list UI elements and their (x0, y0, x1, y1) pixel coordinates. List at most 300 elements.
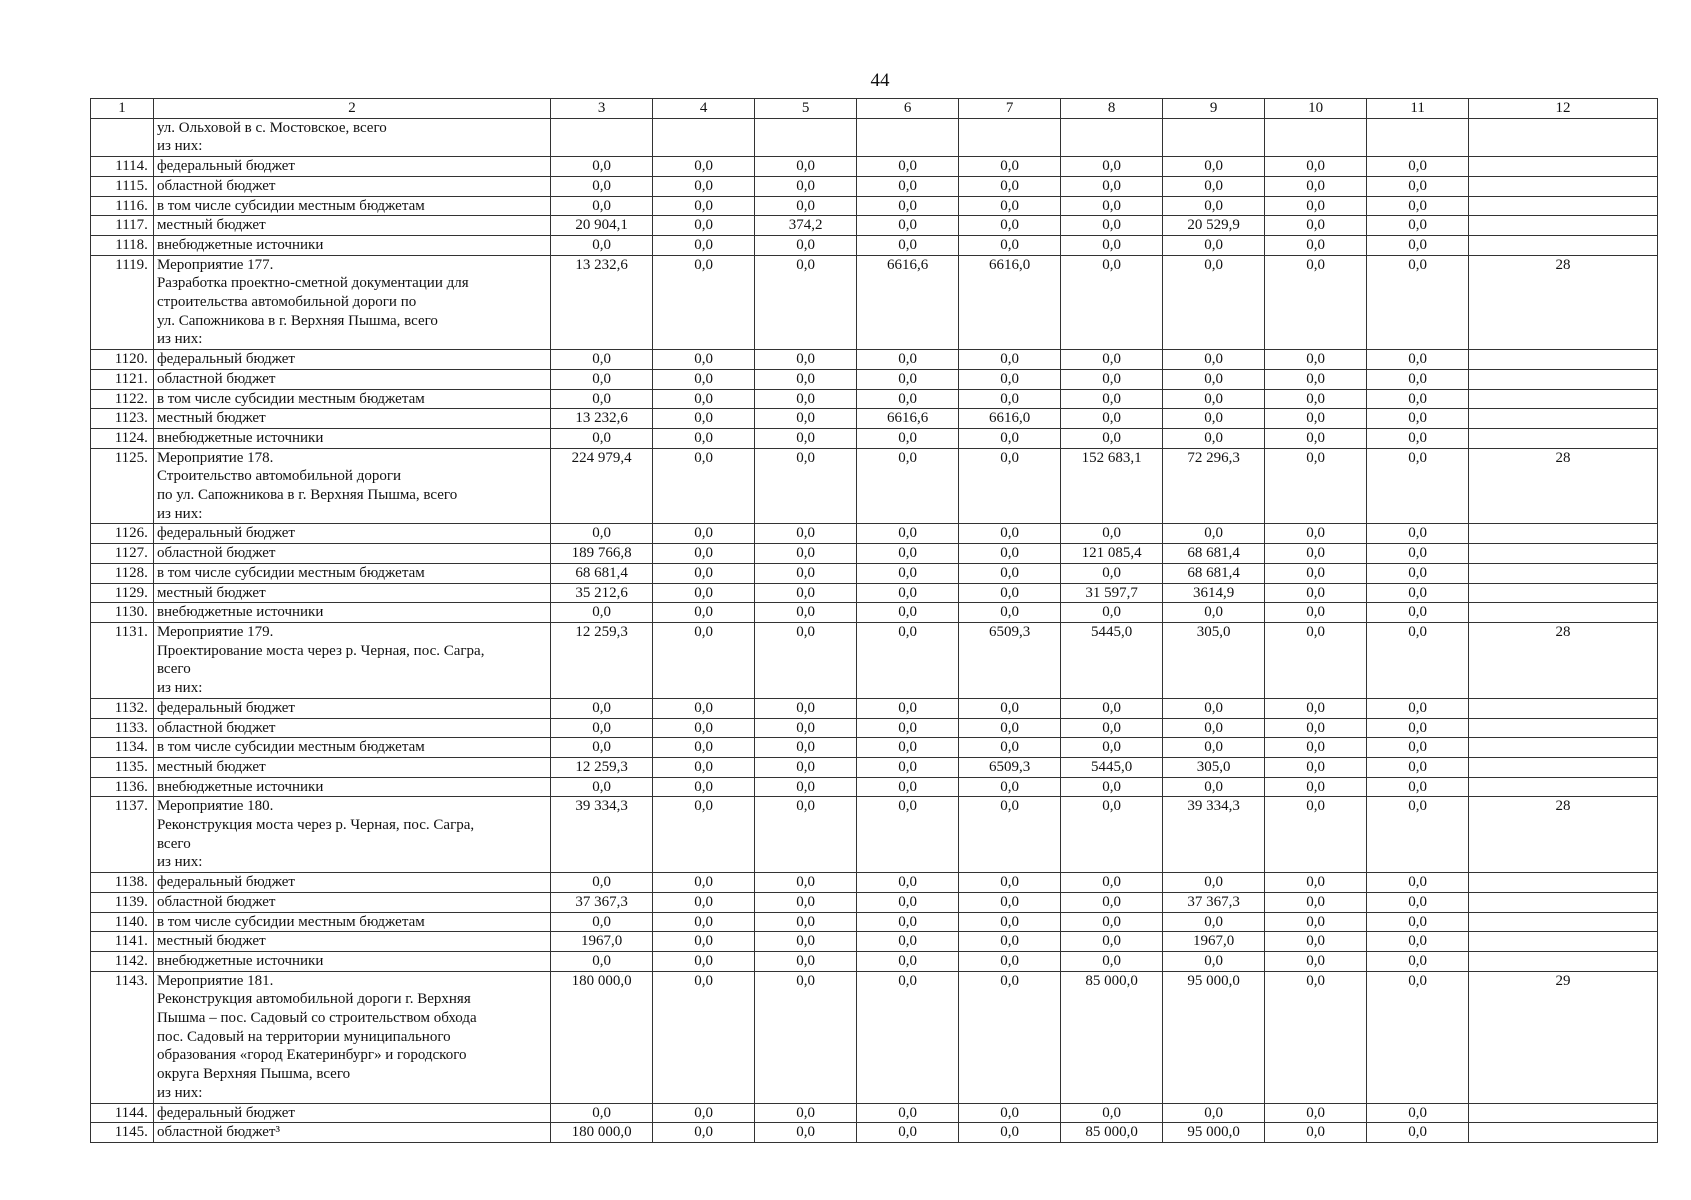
value-cell: 85 000,0 (1061, 971, 1163, 1103)
value-cell: 0,0 (959, 738, 1061, 758)
value-cell (1163, 118, 1265, 156)
table-row (91, 389, 1658, 409)
value-cell: 0,0 (653, 563, 755, 583)
row-number: 1137. (91, 797, 154, 873)
target-indicator-cell (1469, 196, 1658, 216)
value-cell: 0,0 (1061, 216, 1163, 236)
target-indicator-cell: 28 (1469, 255, 1658, 350)
value-cell: 0,0 (1061, 196, 1163, 216)
value-cell: 0,0 (1265, 951, 1367, 971)
value-cell: 0,0 (1367, 932, 1469, 952)
value-cell: 0,0 (755, 1103, 857, 1123)
table-row (91, 176, 1658, 196)
target-indicator-cell: 28 (1469, 448, 1658, 524)
table-row (91, 892, 1658, 912)
value-cell: 0,0 (959, 797, 1061, 873)
value-cell: 0,0 (755, 428, 857, 448)
value-cell: 0,0 (1265, 603, 1367, 623)
value-cell: 0,0 (1061, 892, 1163, 912)
row-description: федеральный бюджет (153, 524, 550, 544)
table-row (91, 622, 1658, 698)
value-cell: 0,0 (1367, 892, 1469, 912)
value-cell: 0,0 (755, 350, 857, 370)
value-cell: 0,0 (1265, 718, 1367, 738)
value-cell: 0,0 (755, 157, 857, 177)
value-cell: 0,0 (857, 757, 959, 777)
value-cell: 0,0 (1367, 235, 1469, 255)
table-row (91, 350, 1658, 370)
row-description: в том числе субсидии местным бюджетам (153, 563, 550, 583)
value-cell: 0,0 (857, 738, 959, 758)
value-cell: 180 000,0 (551, 971, 653, 1103)
row-number: 1117. (91, 216, 154, 236)
value-cell: 0,0 (1367, 389, 1469, 409)
value-cell: 0,0 (1061, 951, 1163, 971)
row-description: ул. Ольховой в с. Мостовское, всего из них: (153, 118, 550, 156)
table-row (91, 932, 1658, 952)
value-cell: 0,0 (1061, 718, 1163, 738)
value-cell: 0,0 (653, 738, 755, 758)
target-indicator-cell (1469, 428, 1658, 448)
value-cell: 0,0 (755, 583, 857, 603)
target-indicator-cell (1469, 1103, 1658, 1123)
value-cell: 0,0 (1367, 971, 1469, 1103)
value-cell: 0,0 (551, 738, 653, 758)
value-cell: 0,0 (653, 873, 755, 893)
value-cell: 0,0 (1367, 544, 1469, 564)
value-cell: 0,0 (653, 255, 755, 350)
value-cell: 0,0 (959, 448, 1061, 524)
value-cell: 0,0 (1061, 873, 1163, 893)
value-cell: 12 259,3 (551, 622, 653, 698)
value-cell: 0,0 (653, 350, 755, 370)
target-indicator-cell (1469, 369, 1658, 389)
value-cell: 0,0 (857, 524, 959, 544)
value-cell: 0,0 (653, 235, 755, 255)
value-cell: 0,0 (857, 797, 959, 873)
value-cell: 0,0 (1265, 448, 1367, 524)
table-body (91, 99, 1658, 1143)
value-cell: 0,0 (1163, 738, 1265, 758)
value-cell: 0,0 (755, 524, 857, 544)
value-cell: 0,0 (959, 583, 1061, 603)
value-cell: 0,0 (1367, 196, 1469, 216)
row-description: областной бюджет³ (153, 1123, 550, 1143)
value-cell: 0,0 (959, 157, 1061, 177)
value-cell: 0,0 (1265, 350, 1367, 370)
value-cell: 0,0 (551, 718, 653, 738)
value-cell: 0,0 (857, 350, 959, 370)
value-cell: 0,0 (959, 1123, 1061, 1143)
value-cell: 0,0 (1061, 235, 1163, 255)
value-cell: 0,0 (857, 892, 959, 912)
table-row (91, 544, 1658, 564)
value-cell: 0,0 (1163, 951, 1265, 971)
value-cell: 0,0 (959, 524, 1061, 544)
value-cell: 0,0 (653, 622, 755, 698)
value-cell: 0,0 (755, 196, 857, 216)
value-cell: 0,0 (1265, 757, 1367, 777)
row-number: 1126. (91, 524, 154, 544)
row-number: 1119. (91, 255, 154, 350)
value-cell: 0,0 (1061, 428, 1163, 448)
value-cell: 0,0 (755, 777, 857, 797)
value-cell: 0,0 (551, 176, 653, 196)
table-row (91, 448, 1658, 524)
value-cell (1265, 118, 1367, 156)
value-cell: 0,0 (1367, 738, 1469, 758)
value-cell: 0,0 (857, 971, 959, 1103)
column-header: 7 (959, 99, 1061, 119)
value-cell: 68 681,4 (1163, 563, 1265, 583)
target-indicator-cell: 29 (1469, 971, 1658, 1103)
value-cell (1061, 118, 1163, 156)
target-indicator-cell (1469, 118, 1658, 156)
value-cell (857, 118, 959, 156)
value-cell: 0,0 (1061, 176, 1163, 196)
target-indicator-cell (1469, 524, 1658, 544)
value-cell: 1967,0 (551, 932, 653, 952)
value-cell: 0,0 (1265, 912, 1367, 932)
value-cell: 95 000,0 (1163, 1123, 1265, 1143)
row-number: 1115. (91, 176, 154, 196)
value-cell: 0,0 (857, 932, 959, 952)
value-cell: 0,0 (1061, 698, 1163, 718)
target-indicator-cell (1469, 157, 1658, 177)
value-cell: 0,0 (755, 622, 857, 698)
value-cell: 0,0 (959, 389, 1061, 409)
value-cell: 0,0 (857, 428, 959, 448)
value-cell: 0,0 (1265, 563, 1367, 583)
value-cell: 0,0 (755, 563, 857, 583)
value-cell: 72 296,3 (1163, 448, 1265, 524)
target-indicator-cell (1469, 235, 1658, 255)
value-cell: 13 232,6 (551, 255, 653, 350)
row-number: 1139. (91, 892, 154, 912)
value-cell: 0,0 (1367, 912, 1469, 932)
value-cell: 0,0 (755, 757, 857, 777)
value-cell: 0,0 (755, 718, 857, 738)
value-cell: 0,0 (1061, 777, 1163, 797)
value-cell: 0,0 (653, 196, 755, 216)
value-cell (755, 118, 857, 156)
value-cell: 0,0 (1265, 389, 1367, 409)
row-description: внебюджетные источники (153, 777, 550, 797)
value-cell: 0,0 (1265, 1123, 1367, 1143)
value-cell: 224 979,4 (551, 448, 653, 524)
value-cell: 39 334,3 (551, 797, 653, 873)
target-indicator-cell (1469, 563, 1658, 583)
target-indicator-cell (1469, 892, 1658, 912)
row-number: 1144. (91, 1103, 154, 1123)
value-cell: 0,0 (959, 369, 1061, 389)
value-cell: 0,0 (755, 1123, 857, 1143)
value-cell: 0,0 (755, 409, 857, 429)
row-number: 1135. (91, 757, 154, 777)
table-row (91, 603, 1658, 623)
value-cell: 0,0 (755, 912, 857, 932)
row-number: 1118. (91, 235, 154, 255)
table-row (91, 255, 1658, 350)
value-cell: 85 000,0 (1061, 1123, 1163, 1143)
value-cell: 0,0 (1265, 216, 1367, 236)
value-cell: 0,0 (959, 544, 1061, 564)
value-cell: 0,0 (959, 971, 1061, 1103)
page-number: 44 (870, 70, 890, 91)
value-cell: 6616,0 (959, 255, 1061, 350)
value-cell: 0,0 (1367, 369, 1469, 389)
value-cell: 0,0 (1061, 1103, 1163, 1123)
value-cell: 0,0 (551, 196, 653, 216)
value-cell: 0,0 (959, 698, 1061, 718)
table-row (91, 583, 1658, 603)
value-cell: 0,0 (755, 603, 857, 623)
value-cell: 6616,0 (959, 409, 1061, 429)
value-cell: 0,0 (1367, 797, 1469, 873)
row-number: 1123. (91, 409, 154, 429)
value-cell: 0,0 (1061, 603, 1163, 623)
value-cell: 0,0 (1163, 603, 1265, 623)
target-indicator-cell (1469, 583, 1658, 603)
value-cell: 0,0 (959, 603, 1061, 623)
value-cell: 0,0 (653, 951, 755, 971)
row-number: 1127. (91, 544, 154, 564)
value-cell: 0,0 (551, 912, 653, 932)
value-cell: 0,0 (1265, 176, 1367, 196)
value-cell: 0,0 (1163, 235, 1265, 255)
target-indicator-cell (1469, 698, 1658, 718)
value-cell: 5445,0 (1061, 622, 1163, 698)
value-cell: 0,0 (1265, 777, 1367, 797)
row-description: федеральный бюджет (153, 350, 550, 370)
value-cell: 0,0 (1163, 409, 1265, 429)
value-cell: 0,0 (1265, 698, 1367, 718)
value-cell: 20 904,1 (551, 216, 653, 236)
value-cell: 0,0 (1163, 912, 1265, 932)
value-cell: 0,0 (1265, 544, 1367, 564)
value-cell: 0,0 (1061, 524, 1163, 544)
table-row (91, 235, 1658, 255)
value-cell: 0,0 (959, 350, 1061, 370)
row-number: 1114. (91, 157, 154, 177)
table-row (91, 409, 1658, 429)
row-number: 1140. (91, 912, 154, 932)
value-cell: 305,0 (1163, 757, 1265, 777)
value-cell: 0,0 (551, 1103, 653, 1123)
value-cell: 0,0 (755, 698, 857, 718)
value-cell: 37 367,3 (1163, 892, 1265, 912)
row-number: 1141. (91, 932, 154, 952)
value-cell: 0,0 (1265, 409, 1367, 429)
value-cell: 0,0 (857, 622, 959, 698)
value-cell: 0,0 (1163, 176, 1265, 196)
value-cell: 37 367,3 (551, 892, 653, 912)
target-indicator-cell (1469, 912, 1658, 932)
value-cell: 0,0 (1163, 196, 1265, 216)
value-cell: 0,0 (551, 524, 653, 544)
value-cell: 0,0 (1265, 196, 1367, 216)
column-header: 3 (551, 99, 653, 119)
value-cell: 0,0 (755, 738, 857, 758)
row-description: Мероприятие 177. Разработка проектно-сметной документации для строительства автомобильной дороги по ул. Сапожникова в г. Верхняя Пышма, всего из них: (153, 255, 550, 350)
row-description: внебюджетные источники (153, 951, 550, 971)
value-cell: 0,0 (959, 196, 1061, 216)
target-indicator-cell (1469, 951, 1658, 971)
value-cell: 0,0 (551, 873, 653, 893)
value-cell: 39 334,3 (1163, 797, 1265, 873)
row-description: в том числе субсидии местным бюджетам (153, 389, 550, 409)
value-cell: 6509,3 (959, 757, 1061, 777)
value-cell: 0,0 (653, 544, 755, 564)
value-cell: 0,0 (1061, 369, 1163, 389)
row-number: 1134. (91, 738, 154, 758)
target-indicator-cell (1469, 176, 1658, 196)
value-cell: 0,0 (1367, 524, 1469, 544)
value-cell (551, 118, 653, 156)
table-row (91, 971, 1658, 1103)
table-row (91, 912, 1658, 932)
row-number: 1129. (91, 583, 154, 603)
value-cell: 0,0 (653, 797, 755, 873)
value-cell: 0,0 (653, 409, 755, 429)
value-cell: 6616,6 (857, 255, 959, 350)
value-cell: 0,0 (755, 932, 857, 952)
value-cell: 0,0 (1061, 912, 1163, 932)
value-cell: 0,0 (653, 157, 755, 177)
row-number: 1130. (91, 603, 154, 623)
value-cell: 0,0 (755, 951, 857, 971)
table-row (91, 951, 1658, 971)
value-cell: 0,0 (755, 389, 857, 409)
value-cell: 0,0 (1061, 409, 1163, 429)
target-indicator-cell (1469, 350, 1658, 370)
value-cell: 0,0 (551, 235, 653, 255)
value-cell: 0,0 (653, 389, 755, 409)
value-cell: 68 681,4 (1163, 544, 1265, 564)
value-cell: 0,0 (857, 912, 959, 932)
value-cell: 0,0 (857, 544, 959, 564)
value-cell: 0,0 (1367, 563, 1469, 583)
table-row (91, 524, 1658, 544)
value-cell: 0,0 (551, 698, 653, 718)
value-cell: 0,0 (1367, 157, 1469, 177)
value-cell: 0,0 (653, 971, 755, 1103)
value-cell: 0,0 (653, 216, 755, 236)
table-row (91, 428, 1658, 448)
row-description: внебюджетные источники (153, 235, 550, 255)
target-indicator-cell (1469, 409, 1658, 429)
value-cell: 0,0 (857, 235, 959, 255)
value-cell: 0,0 (1163, 718, 1265, 738)
value-cell: 0,0 (857, 583, 959, 603)
value-cell: 0,0 (653, 698, 755, 718)
value-cell: 0,0 (653, 718, 755, 738)
value-cell: 0,0 (1367, 409, 1469, 429)
table-row (91, 1123, 1658, 1143)
value-cell: 35 212,6 (551, 583, 653, 603)
value-cell: 0,0 (755, 176, 857, 196)
value-cell: 0,0 (1265, 932, 1367, 952)
column-header: 4 (653, 99, 755, 119)
value-cell: 0,0 (1061, 350, 1163, 370)
target-indicator-cell (1469, 932, 1658, 952)
value-cell: 0,0 (1367, 176, 1469, 196)
value-cell: 0,0 (857, 1123, 959, 1143)
table-row (91, 738, 1658, 758)
value-cell: 0,0 (1367, 255, 1469, 350)
value-cell: 0,0 (653, 932, 755, 952)
value-cell: 1967,0 (1163, 932, 1265, 952)
value-cell: 0,0 (857, 718, 959, 738)
row-number: 1143. (91, 971, 154, 1103)
value-cell: 0,0 (551, 951, 653, 971)
value-cell: 0,0 (1061, 738, 1163, 758)
value-cell: 0,0 (1163, 428, 1265, 448)
column-header: 2 (153, 99, 550, 119)
value-cell: 0,0 (1163, 255, 1265, 350)
value-cell: 0,0 (959, 235, 1061, 255)
row-number: 1133. (91, 718, 154, 738)
value-cell: 0,0 (1265, 583, 1367, 603)
row-description: местный бюджет (153, 757, 550, 777)
value-cell: 0,0 (653, 583, 755, 603)
value-cell: 0,0 (653, 1123, 755, 1143)
value-cell: 0,0 (653, 448, 755, 524)
value-cell: 0,0 (1265, 524, 1367, 544)
row-description: в том числе субсидии местным бюджетам (153, 738, 550, 758)
value-cell: 121 085,4 (1061, 544, 1163, 564)
table-row (91, 777, 1658, 797)
value-cell: 152 683,1 (1061, 448, 1163, 524)
row-number (91, 118, 154, 156)
table-row (91, 216, 1658, 236)
column-header: 8 (1061, 99, 1163, 119)
value-cell: 0,0 (653, 176, 755, 196)
row-number: 1116. (91, 196, 154, 216)
row-number: 1125. (91, 448, 154, 524)
value-cell: 0,0 (1163, 873, 1265, 893)
target-indicator-cell (1469, 389, 1658, 409)
value-cell: 0,0 (959, 718, 1061, 738)
row-description: Мероприятие 181. Реконструкция автомобильной дороги г. Верхняя Пышма – пос. Садовый со строительством обхода пос. Садовый на территории муниципального образования «город Екатеринбург» и городского округа Верхняя Пышма, всего из них: (153, 971, 550, 1103)
row-number: 1124. (91, 428, 154, 448)
value-cell: 0,0 (551, 157, 653, 177)
value-cell: 0,0 (1061, 389, 1163, 409)
value-cell: 0,0 (959, 216, 1061, 236)
value-cell: 0,0 (1163, 777, 1265, 797)
value-cell: 0,0 (551, 389, 653, 409)
value-cell: 0,0 (1265, 892, 1367, 912)
row-description: федеральный бюджет (153, 698, 550, 718)
value-cell: 0,0 (1265, 873, 1367, 893)
value-cell: 0,0 (1061, 255, 1163, 350)
value-cell: 0,0 (653, 912, 755, 932)
value-cell: 0,0 (857, 216, 959, 236)
value-cell: 0,0 (1265, 428, 1367, 448)
value-cell: 20 529,9 (1163, 216, 1265, 236)
value-cell (959, 118, 1061, 156)
value-cell: 0,0 (1367, 603, 1469, 623)
value-cell: 0,0 (1163, 524, 1265, 544)
table-row (91, 698, 1658, 718)
value-cell: 0,0 (1367, 698, 1469, 718)
value-cell: 0,0 (551, 350, 653, 370)
table-row (91, 873, 1658, 893)
value-cell: 0,0 (959, 428, 1061, 448)
value-cell: 0,0 (755, 255, 857, 350)
column-header: 11 (1367, 99, 1469, 119)
value-cell: 0,0 (653, 428, 755, 448)
